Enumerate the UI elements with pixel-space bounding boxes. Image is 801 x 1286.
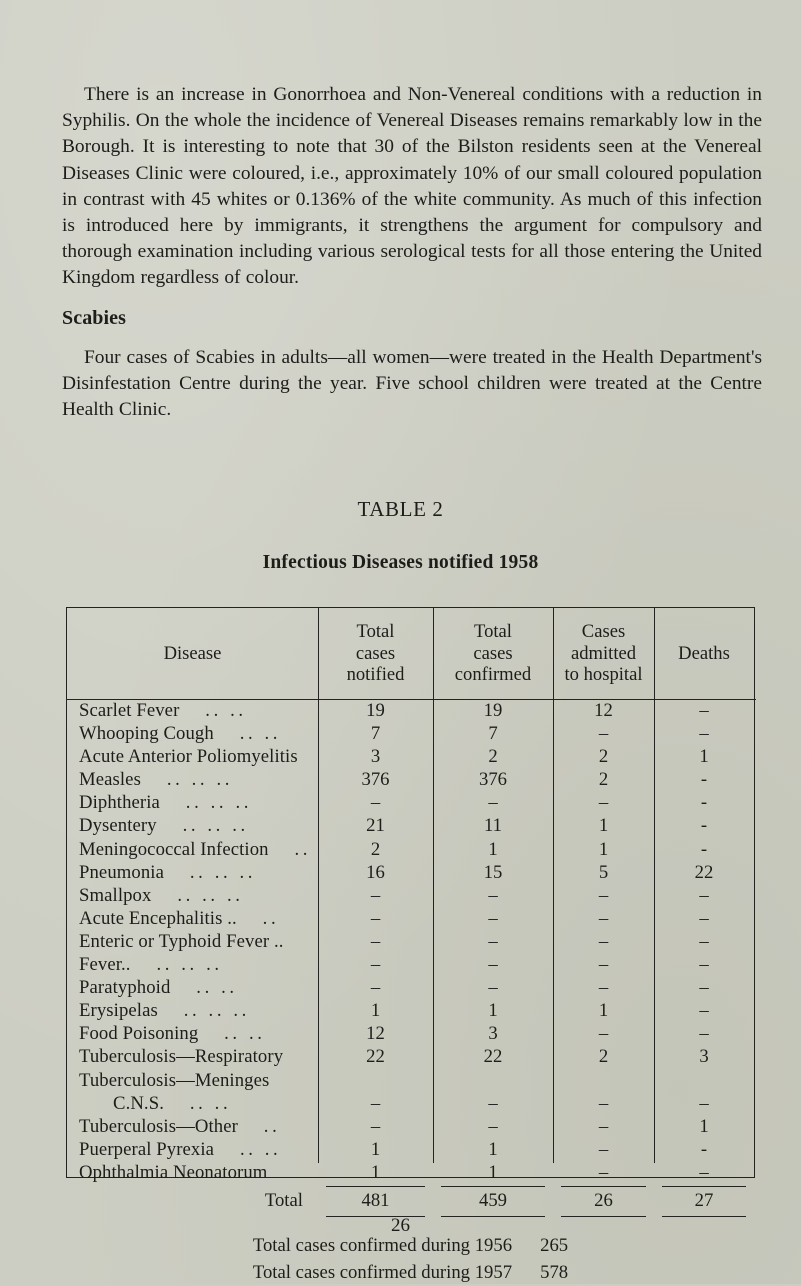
dot-leader: .. ..	[214, 1138, 282, 1160]
dot-leader: .. .. ..	[151, 884, 244, 906]
table-row	[67, 699, 754, 722]
disease-name-text: Tuberculosis—Respiratory	[79, 1046, 284, 1068]
cell-deaths: –	[699, 1023, 709, 1045]
disease-name	[79, 976, 238, 999]
disease-name	[79, 699, 247, 722]
disease-name-text: Dysentery	[79, 815, 157, 837]
cell-notified: –	[370, 792, 381, 814]
table-row	[67, 884, 754, 907]
column-header-deaths-label: Deaths	[678, 642, 730, 664]
cell-confirmed: 7	[488, 723, 498, 745]
cell-notified: 21	[366, 815, 385, 837]
page-number: 26	[391, 1215, 410, 1236]
table-row	[67, 999, 754, 1022]
disease-name	[79, 907, 279, 930]
disease-name-text: Pneumonia	[79, 861, 164, 883]
cell-notified: –	[370, 884, 381, 906]
cell-admitted: 2	[598, 746, 609, 768]
cell-deaths: –	[699, 930, 709, 952]
cell-deaths: -	[700, 769, 708, 791]
table-row	[67, 814, 754, 837]
table-row	[67, 1138, 754, 1161]
cell-confirmed: 1	[488, 838, 498, 860]
cell-confirmed: –	[488, 977, 498, 999]
table-row	[67, 1115, 754, 1138]
hdr-line: notified	[346, 664, 405, 686]
cell-notified: 12	[366, 1023, 385, 1045]
disease-name-text: Whooping Cough	[79, 723, 214, 745]
cell-admitted: –	[598, 1023, 609, 1045]
cell-deaths: –	[699, 1092, 709, 1114]
cell-notified: 1	[370, 1161, 381, 1183]
column-header-total-confirmed-label	[455, 621, 531, 686]
disease-name	[79, 722, 281, 745]
cell-deaths: –	[699, 723, 709, 745]
cell-confirmed: 1	[488, 1000, 498, 1022]
disease-name	[79, 953, 223, 976]
cell-admitted: –	[598, 1161, 609, 1183]
dot-leader: .. ..	[179, 700, 247, 721]
hdr-line: Cases	[581, 621, 626, 643]
cell-notified: –	[370, 907, 381, 929]
cell-deaths: 1	[699, 746, 709, 768]
cell-admitted: –	[598, 1092, 609, 1114]
cell-deaths: –	[699, 1161, 709, 1183]
column-header-disease	[67, 608, 318, 699]
cell-admitted: –	[598, 723, 609, 745]
disease-name	[79, 745, 298, 768]
cell-confirmed: –	[488, 884, 498, 906]
cell-admitted: 2	[598, 769, 609, 791]
dot-leader: .. .. ..	[130, 954, 223, 976]
cell-admitted: –	[598, 1138, 609, 1160]
disease-name	[79, 884, 244, 907]
cell-confirmed: 22	[483, 1046, 503, 1068]
hdr-line: cases	[355, 642, 396, 664]
cell-confirmed: –	[488, 907, 498, 929]
disease-name	[79, 999, 250, 1022]
table-row	[67, 1069, 754, 1115]
scabies-paragraph-block	[62, 345, 762, 424]
footnote-label: Total cases confirmed during 1956	[252, 1235, 513, 1257]
table-row	[67, 976, 754, 999]
table-row	[67, 953, 754, 976]
dot-leader: .. .. ..	[157, 1000, 250, 1022]
footnote-label: Total cases confirmed during 1957	[252, 1262, 513, 1284]
table-body	[67, 699, 754, 1184]
dot-leader: ..	[268, 838, 312, 860]
cell-confirmed: –	[488, 1115, 498, 1137]
disease-name	[79, 1161, 267, 1184]
disease-name	[79, 1045, 283, 1068]
table-row	[67, 1022, 754, 1045]
cell-confirmed: –	[488, 1092, 498, 1114]
disease-name	[79, 1138, 281, 1161]
cell-deaths: -	[700, 1138, 708, 1160]
intro-paragraph-block	[62, 82, 762, 292]
disease-name-text: Meningococcal Infection	[79, 838, 269, 860]
cell-notified: 19	[366, 700, 385, 721]
table-caption: TABLE 2	[357, 497, 444, 521]
cell-confirmed: 19	[483, 700, 503, 721]
cell-confirmed: –	[488, 954, 498, 976]
scabies-paragraph: Four cases of Scabies in adults—all women—were treated in the Health Department's Disinfestation Centre during the year. Five school children were treated at the Centre Health Clinic.	[62, 347, 762, 421]
disease-name-text: Smallpox	[79, 884, 152, 906]
disease-name-text: Puerperal Pyrexia	[79, 1138, 215, 1160]
table-total-row	[67, 1186, 754, 1216]
disease-name-text: Measles	[79, 769, 141, 791]
disease-name	[79, 1069, 269, 1115]
cell-notified: 22	[366, 1046, 385, 1068]
total-admitted: 26	[594, 1190, 613, 1212]
table-subcaption: Infectious Diseases notified 1958	[262, 552, 539, 573]
cell-notified: 3	[370, 746, 381, 768]
cell-confirmed: 2	[488, 746, 498, 768]
column-header-total-notified	[318, 608, 433, 699]
cell-notified: –	[370, 1092, 381, 1114]
table-row	[67, 907, 754, 930]
cell-notified: 1	[370, 1000, 381, 1022]
disease-name	[79, 1022, 266, 1045]
disease-name	[79, 1115, 280, 1138]
column-header-disease-label: Disease	[163, 642, 222, 664]
cell-deaths: –	[699, 1000, 709, 1022]
dot-leader: .. .. ..	[156, 815, 249, 837]
hdr-line: to hospital	[564, 664, 643, 686]
intro-paragraph: There is an increase in Gonorrhoea and Non-Venereal conditions with a reduction in Syphilis. On the whole the incidence of Venereal Diseases remains remarkably low in the Borough. It is interesting to note that 30 of the Bilston residents seen at the Venereal Diseases Clinic were coloured, i.e., approximately 10% of our small coloured population in contrast with 45 whites or 0.136% of the white community. As much of this infection is introduced here by immigrants, it strengthens the argument for compulsory and thorough examination including various serological tests for all those entering the United Kingdom regardless of colour.	[62, 84, 762, 289]
table-row	[67, 1045, 754, 1068]
disease-name-text: Tuberculosis—Meninges	[79, 1069, 270, 1091]
column-header-total-notified-label	[347, 621, 405, 686]
dot-leader: .. ..	[213, 723, 282, 745]
cell-admitted: –	[598, 907, 609, 929]
disease-name-text: Tuberculosis—Other	[79, 1115, 238, 1137]
dot-leader: .. ..	[170, 977, 238, 999]
table-row	[67, 838, 754, 861]
disease-name-text: Enteric or Typhoid Fever ..	[79, 930, 284, 952]
cell-deaths: 1	[699, 1115, 709, 1137]
dot-leader: .. ..	[163, 1092, 232, 1114]
footnote-value: 265	[512, 1235, 569, 1257]
cell-admitted: 1	[598, 1000, 609, 1022]
cell-notified: –	[370, 930, 381, 952]
column-header-deaths	[654, 608, 754, 699]
infectious-diseases-table	[66, 607, 755, 1284]
disease-name	[79, 814, 249, 837]
disease-name-text: Diphtheria	[79, 792, 160, 814]
cell-notified: 1	[370, 1138, 381, 1160]
disease-name-continuation: C.N.S. .. ..	[113, 1092, 232, 1114]
cell-admitted: 1	[598, 815, 609, 837]
cell-notified: –	[370, 977, 381, 999]
hdr-line: confirmed	[454, 664, 532, 686]
cell-deaths: -	[700, 838, 708, 860]
table-row	[67, 861, 754, 884]
scabies-heading: Scabies	[62, 307, 127, 329]
column-header-cases-admitted-label	[565, 621, 643, 686]
total-row-label: Total	[264, 1190, 303, 1212]
cell-notified: 2	[370, 838, 381, 860]
disease-name-text: Scarlet Fever	[79, 700, 180, 721]
cell-admitted: –	[598, 930, 609, 952]
cell-notified: –	[370, 1115, 381, 1137]
disease-name	[79, 930, 283, 953]
cell-confirmed: –	[488, 792, 498, 814]
cell-deaths: 3	[699, 1046, 709, 1068]
table-row	[67, 791, 754, 814]
disease-name	[79, 791, 252, 814]
disease-name-text: Acute Encephalitis ..	[79, 907, 237, 929]
cell-deaths: –	[699, 907, 709, 929]
cell-confirmed: 376	[478, 769, 508, 791]
hdr-line: Total	[356, 621, 395, 643]
table-row	[67, 768, 754, 791]
table-footnotes	[67, 1232, 754, 1286]
dot-leader: .. .. ..	[164, 861, 257, 883]
cell-admitted: –	[598, 977, 609, 999]
cell-notified: 16	[366, 861, 385, 883]
cell-confirmed: –	[488, 930, 498, 952]
cell-deaths: -	[700, 815, 708, 837]
footnote-value: 578	[512, 1262, 569, 1284]
cell-admitted: 2	[598, 1046, 609, 1068]
dot-leader: ..	[236, 907, 280, 929]
cell-deaths: 22	[694, 861, 714, 883]
cell-deaths: –	[699, 954, 709, 976]
cell-admitted: –	[598, 884, 609, 906]
disease-name-text: Food Poisoning	[79, 1023, 199, 1045]
cell-admitted: –	[598, 954, 609, 976]
hdr-line: Total	[474, 621, 512, 643]
cell-confirmed: 1	[488, 1161, 498, 1183]
cell-admitted: 5	[598, 861, 609, 883]
cell-confirmed: 15	[483, 861, 503, 883]
cell-deaths: -	[700, 792, 708, 814]
disease-name-text: Fever..	[79, 954, 131, 976]
footnote-line	[67, 1259, 754, 1286]
table-row	[67, 930, 754, 953]
cell-deaths: –	[699, 977, 709, 999]
cell-notified: 376	[361, 769, 390, 791]
cell-admitted: 1	[598, 838, 609, 860]
total-notified: 481	[361, 1190, 390, 1212]
cell-admitted: –	[598, 1115, 609, 1137]
table-row	[67, 1161, 754, 1184]
disease-name-text: Ophthalmia Neonatorum	[79, 1161, 268, 1183]
cell-notified: 7	[370, 723, 381, 745]
total-deaths: 27	[694, 1190, 714, 1212]
disease-name-text: Erysipelas	[79, 1000, 158, 1022]
cell-admitted: 12	[594, 700, 613, 721]
disease-name	[79, 861, 256, 884]
hdr-line: cases	[473, 642, 513, 664]
hdr-line: admitted	[570, 642, 637, 664]
total-confirmed: 459	[478, 1190, 508, 1212]
dot-leader: .. .. ..	[159, 792, 252, 814]
column-header-cases-admitted	[553, 608, 654, 699]
dot-leader: .. ..	[198, 1023, 266, 1045]
disease-name-text: Acute Anterior Poliomyelitis	[79, 746, 298, 768]
cell-deaths: –	[699, 700, 709, 721]
cell-notified: –	[370, 954, 381, 976]
cell-confirmed: 3	[488, 1023, 498, 1045]
disease-name-text: Paratyphoid	[79, 977, 171, 999]
table-row	[67, 722, 754, 745]
cell-admitted: –	[598, 792, 609, 814]
cell-confirmed: 1	[488, 1138, 498, 1160]
table-row	[67, 745, 754, 768]
dot-leader: ..	[237, 1115, 281, 1137]
disease-name	[79, 838, 311, 861]
cell-deaths: –	[699, 884, 709, 906]
dot-leader: .. .. ..	[140, 769, 233, 791]
disease-name	[79, 768, 233, 791]
column-header-total-confirmed	[433, 608, 553, 699]
cell-confirmed: 11	[484, 815, 502, 837]
